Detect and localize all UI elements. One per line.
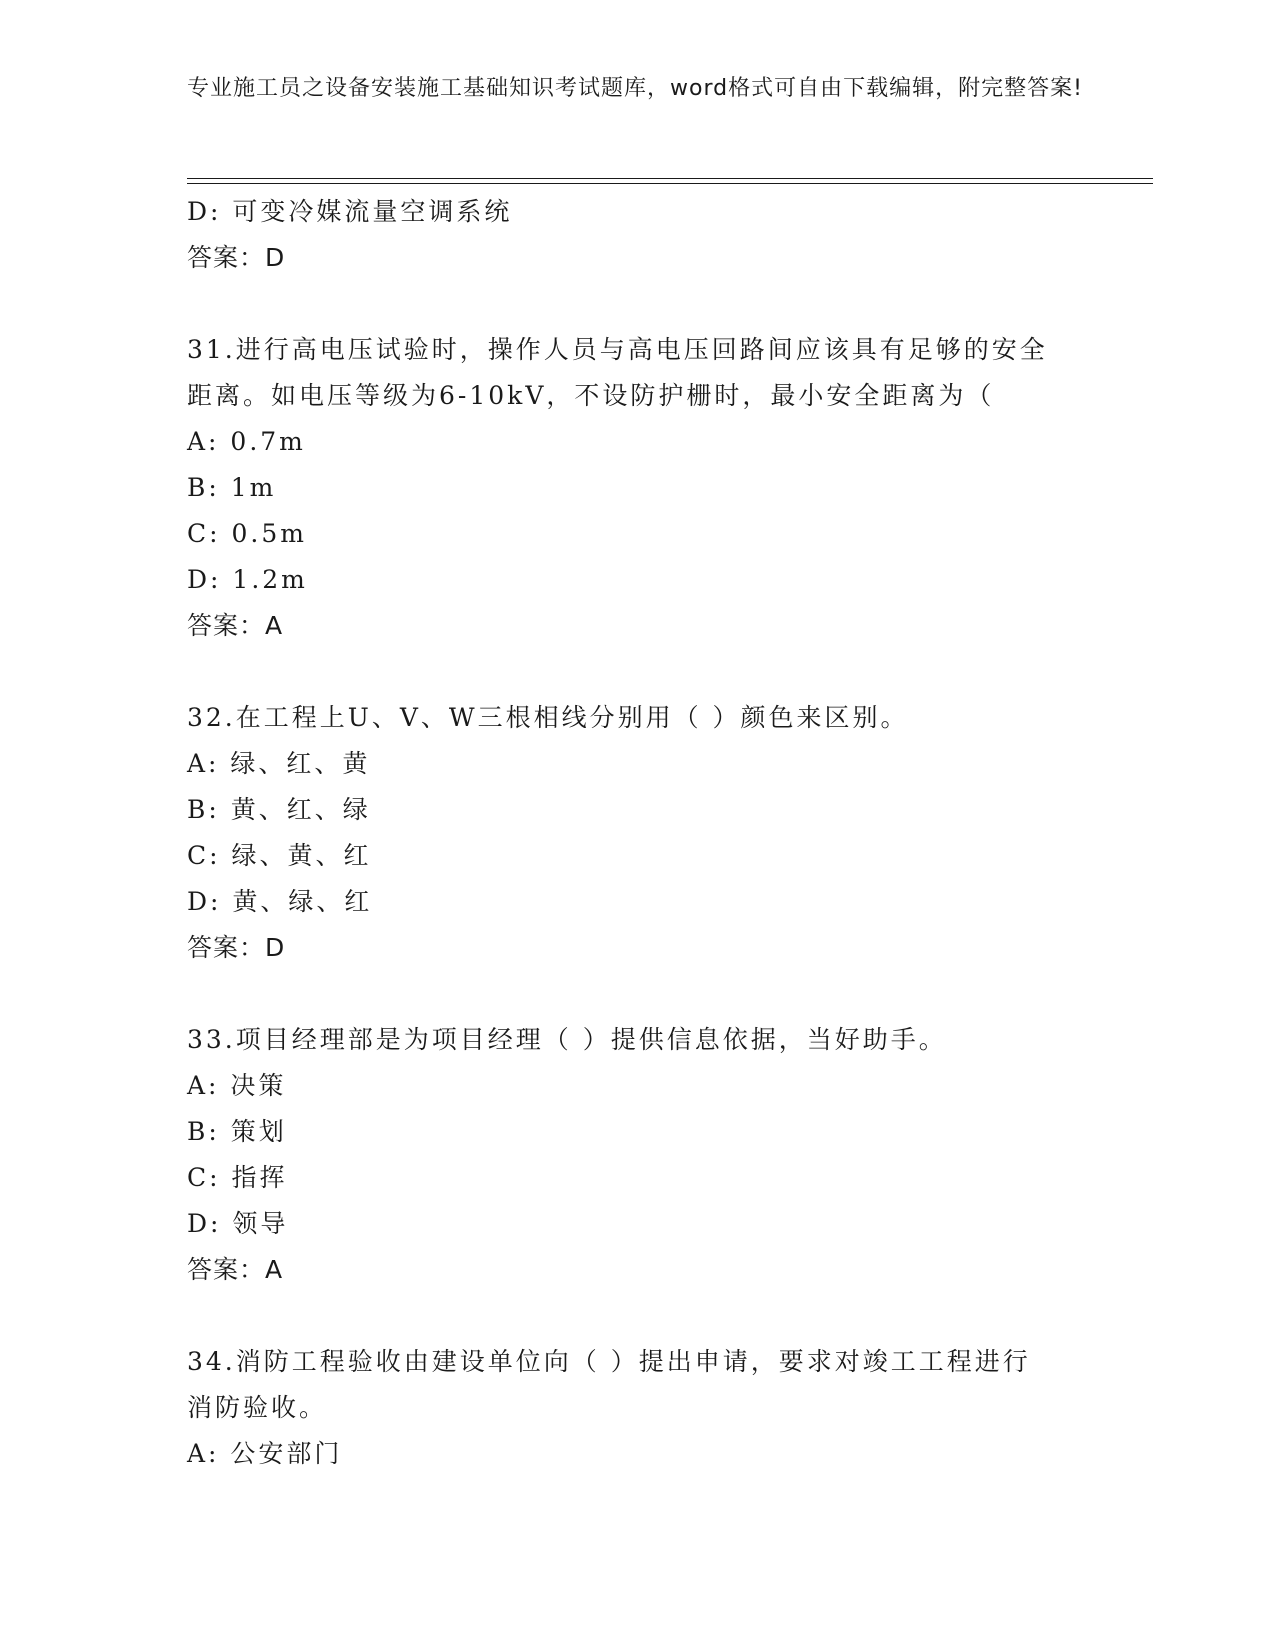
option-c: C: 0.5m (187, 519, 307, 548)
option-a: A: 绿、红、黄 (187, 749, 371, 778)
spacer (187, 649, 1087, 695)
option-b: B: 黄、红、绿 (187, 795, 371, 824)
document-body (187, 189, 1087, 1477)
answer-line: 答案：A (187, 611, 284, 640)
spacer (187, 971, 1087, 1017)
spacer (187, 1293, 1087, 1339)
option-a: A: 公安部门 (187, 1439, 343, 1468)
answer-line: 答案：A (187, 1255, 284, 1284)
spacer (187, 281, 1087, 327)
document-header (187, 72, 1087, 105)
header-divider-top (187, 178, 1153, 179)
header-divider-bottom (187, 183, 1153, 184)
option-d: D: 可变冷媒流量空调系统 (187, 197, 513, 226)
answer-line: 答案：D (187, 933, 286, 962)
option-a: A: 0.7m (187, 427, 306, 456)
option-b: B: 策划 (187, 1117, 287, 1146)
question-32-stem: 32.在工程上U、V、W三根相线分别用（ ）颜色来区别。 (187, 703, 909, 732)
question-31-stem-line-2: 距离。如电压等级为6-10kV，不设防护栅时，最小安全距离为（ (187, 381, 995, 410)
option-a: A: 决策 (187, 1071, 287, 1100)
question-34-stem-line-1: 34.消防工程验收由建设单位向（ ）提出申请，要求对竣工工程进行 (187, 1347, 1031, 1376)
option-c: C: 绿、黄、红 (187, 841, 372, 870)
question-31-stem-line-1: 31.进行高电压试验时，操作人员与高电压回路间应该具有足够的安全 (187, 335, 1048, 364)
answer-line: 答案：D (187, 243, 286, 272)
option-d: D: 黄、绿、红 (187, 887, 373, 916)
question-34-stem-line-2: 消防验收。 (187, 1393, 328, 1422)
option-c: C: 指挥 (187, 1163, 288, 1192)
option-d: D: 领导 (187, 1209, 289, 1238)
option-d: D: 1.2m (187, 565, 308, 594)
question-33-stem: 33.项目经理部是为项目经理（ ）提供信息依据，当好助手。 (187, 1025, 947, 1054)
option-b: B: 1m (187, 473, 277, 502)
document-title: 专业施工员之设备安装施工基础知识考试题库，word格式可自由下载编辑，附完整答案! (187, 76, 1083, 101)
